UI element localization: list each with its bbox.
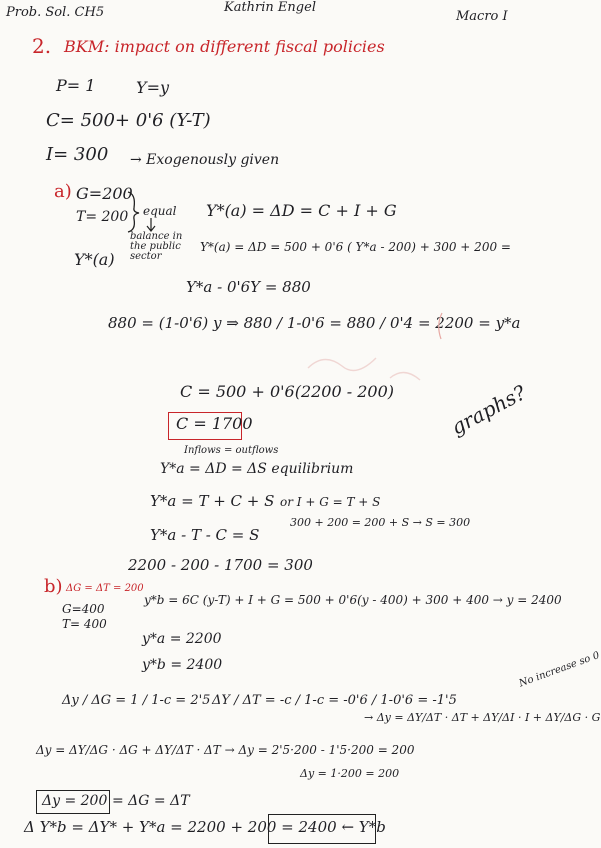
consumption-function: C= 500+ 0'6 (Y-T) bbox=[46, 110, 211, 131]
part-a-eq1: Y*(a) = ΔD = C + I + G bbox=[206, 201, 397, 220]
multiplier-g: Δy / ΔG = 1 / 1-c = 2'5 bbox=[62, 693, 211, 708]
part-a-eq3: Y*a - 0'6Y = 880 bbox=[186, 278, 311, 296]
part-a-ystar: Y*(a) bbox=[74, 250, 115, 269]
title-number: 2. bbox=[32, 34, 52, 58]
part-b-t: T= 400 bbox=[62, 617, 107, 631]
equilibrium-line: Y*a = ΔD = ΔS equilibrium bbox=[160, 461, 354, 477]
brace-icon bbox=[124, 188, 144, 234]
header-left: Prob. Sol. CH5 bbox=[6, 5, 105, 20]
multiplier-t: ΔY / ΔT = -c / 1-c = -0'6 / 1-0'6 = -1'5 bbox=[212, 693, 457, 708]
bracket-mark-icon bbox=[434, 311, 448, 341]
combined-change-2: Δy = 1·200 = 200 bbox=[300, 767, 400, 780]
part-a-t: T= 200 bbox=[76, 209, 129, 225]
header-center: Kathrin Engel bbox=[224, 0, 316, 15]
assumption-p: P= 1 bbox=[56, 76, 96, 95]
savings-identity: Y*a - T - C = S bbox=[150, 526, 260, 544]
sum-identity-note: or I + G = T + S bbox=[280, 495, 381, 509]
header-right: Macro I bbox=[456, 9, 508, 24]
savings-result: 2200 - 200 - 1700 = 300 bbox=[128, 556, 313, 574]
part-a-c-result: C = 1700 bbox=[176, 414, 253, 433]
total-change-formula: → Δy = ΔY/ΔT · ΔT + ΔY/ΔI · I + ΔY/ΔG · G bbox=[364, 711, 601, 724]
inflow-note: Inflows = outflows bbox=[184, 445, 279, 456]
part-b-final: Δ Y*b = ΔY* + Y*a = 2200 + 200 = 2400 ← Y*b bbox=[24, 818, 386, 836]
part-b-result: Δy = 200 bbox=[42, 793, 108, 809]
part-a-eq2: Y*(a) = ΔD = 500 + 0'6 ( Y*a - 200) + 300 + 200 = bbox=[200, 240, 511, 254]
savings-calc: 300 + 200 = 200 + S → S = 300 bbox=[290, 516, 471, 529]
part-b-eq1: y*b = 6C (y-T) + I + G = 500 + 0'6(y - 400) + 300 + 400 → y = 2400 bbox=[144, 593, 562, 607]
combined-change: Δy = ΔY/ΔG · ΔG + ΔY/ΔT · ΔT → Δy = 2'5·200 - 1'5·200 = 200 bbox=[36, 743, 415, 757]
equal-note: equal bbox=[143, 204, 177, 218]
assumption-y: Y=y bbox=[136, 78, 170, 97]
down-arrow-icon bbox=[146, 218, 156, 232]
investment: I= 300 bbox=[46, 144, 109, 165]
investment-note: → Exogenously given bbox=[130, 152, 280, 168]
part-a-c-calc: C = 500 + 0'6(2200 - 200) bbox=[180, 382, 395, 401]
balance-note: balance in the public sector bbox=[130, 231, 183, 262]
part-b-g: G=400 bbox=[62, 602, 105, 616]
part-b-condition: ΔG = ΔT = 200 bbox=[66, 583, 144, 594]
part-b-ya: y*a = 2200 bbox=[142, 631, 222, 647]
part-b-label: b) bbox=[44, 576, 63, 597]
part-a-label: a) bbox=[54, 181, 72, 202]
page-title: BKM: impact on different fiscal policies bbox=[64, 37, 385, 56]
part-b-yb: y*b = 2400 bbox=[142, 657, 223, 673]
part-a-eq4: 880 = (1-0'6) y ⇒ 880 / 1-0'6 = 880 / 0'4 = 2200 = y*a bbox=[108, 314, 521, 332]
part-b-result-tail: = ΔG = ΔT bbox=[112, 793, 190, 809]
graphs-note: graphs? bbox=[447, 380, 530, 440]
no-increase-note: No increase so 0 bbox=[517, 650, 601, 690]
sum-identity: Y*a = T + C + S bbox=[150, 492, 275, 510]
part-a-g: G=200 bbox=[76, 184, 133, 203]
